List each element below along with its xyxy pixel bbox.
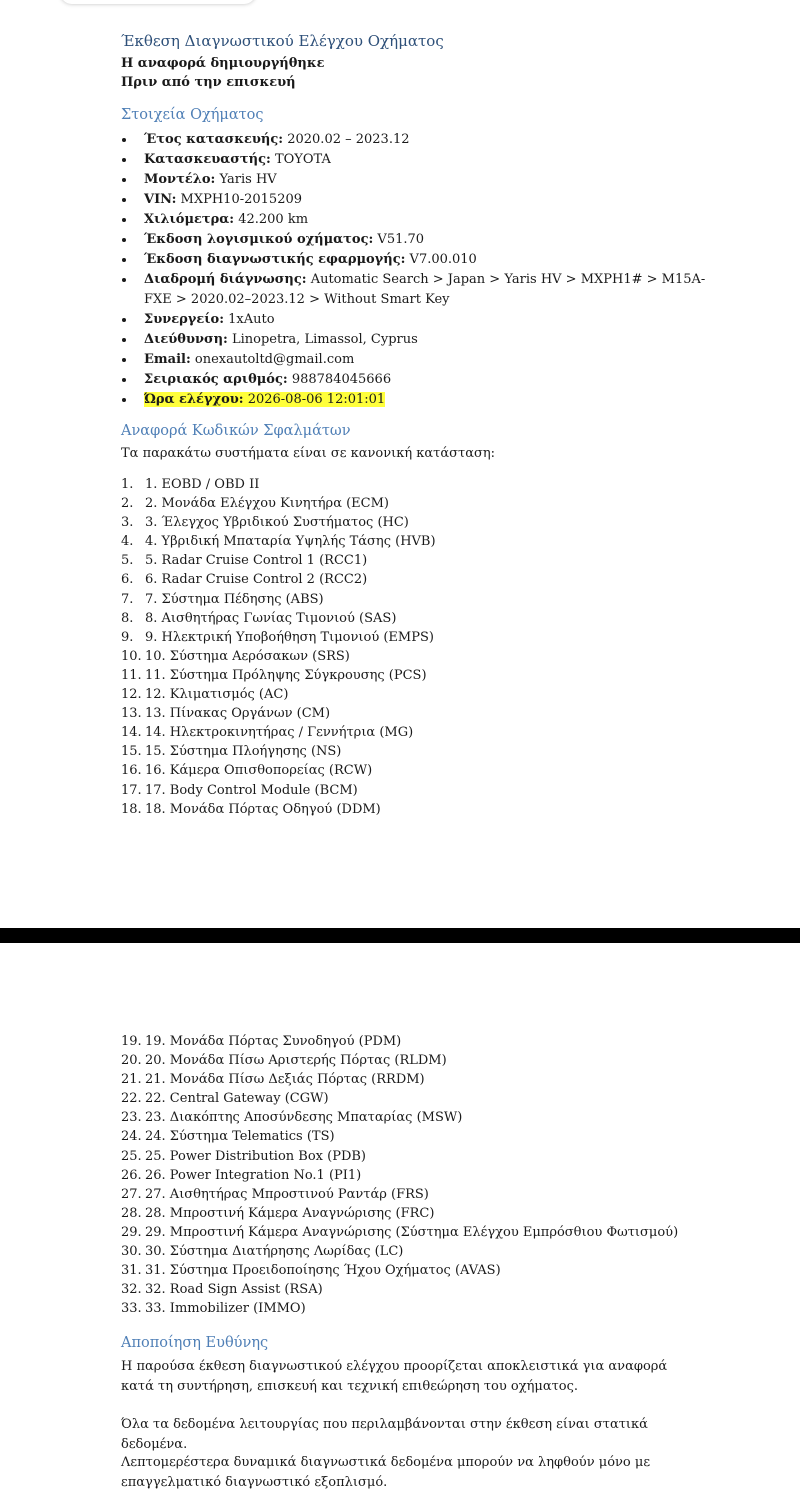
system-list-item [121,761,436,780]
codes-intro: Τα παρακάτω συστήματα είναι σε κανονική κατάσταση: [121,446,496,461]
vehicle-item-label: Email: [144,352,191,367]
system-item-text: 5. Radar Cruise Control 1 (RCC1) [145,553,368,569]
system-list-item [121,1032,678,1051]
system-list-item [121,1261,678,1280]
report-stage: Πριν από την επισκευή [121,75,296,90]
system-item-number: 2. [121,496,134,512]
system-item-number: 9. [121,629,134,645]
system-item-text: 9. Ηλεκτρική Υποβοήθηση Τιμονιού (EMPS) [145,629,434,645]
vehicle-item-value: TOYOTA [270,152,331,167]
system-item-text: 8. Αισθητήρας Γωνίας Τιμονιού (SAS) [145,610,397,626]
vehicle-item-value: 1xAuto [224,312,275,327]
vehicle-item [116,230,714,250]
system-list-item [121,1166,678,1185]
system-item-text: 33. Immobilizer (IMMO) [145,1301,306,1317]
system-item-number: 4. [121,534,134,550]
vehicle-item-value: onexautoltd@gmail.com [190,352,355,367]
vehicle-item [116,270,714,310]
system-item-text: 6. Radar Cruise Control 2 (RCC2) [145,572,368,588]
system-item-number: 18. [121,801,142,817]
system-item-text: 16. Κάμερα Οπισθοπορείας (RCW) [145,763,373,779]
system-list-page-1 [121,475,436,819]
system-item-number: 10. [121,648,142,664]
system-item-text: 19. Μονάδα Πόρτας Συνοδηγού (PDM) [145,1034,402,1049]
system-item-text: 17. Body Control Module (BCM) [145,782,358,798]
system-item-text: 13. Πίνακας Οργάνων (CM) [145,706,331,722]
system-item-text: 22. Central Gateway (CGW) [145,1091,329,1107]
vehicle-item-value: V7.00.010 [405,252,477,267]
disclaimer-paragraph: Όλα τα δεδομένα λειτουργίας που περιλαμβάνονται στην έκθεση είναι στατικά δεδομένα. [121,1417,648,1452]
system-item-number: 3. [121,515,134,531]
system-list-item [121,532,436,551]
vehicle-item-value: Linopetra, Limassol, Cyprus [227,332,418,347]
vehicle-item-value: Automatic Search > Japan > Yaris HV > MXPH1# > M15A-FXE > 2020.02–2023.12 > Without Smart Key [144,272,706,307]
system-item-number: 17. [121,782,142,798]
vehicle-item-label: Διεύθυνση: [144,332,228,347]
vehicle-item-value: 2026-08-06 12:01:01 [243,392,386,407]
system-item-number: 32. [121,1282,142,1298]
vehicle-item [116,190,714,210]
system-list-item [121,1127,678,1146]
system-list-item [121,1299,678,1318]
vehicle-item [116,150,714,170]
vehicle-item-label: Κατασκευαστής: [144,152,271,167]
report-page-2 [0,943,800,1511]
vehicle-item [116,250,714,270]
report-generated: Η αναφορά δημιουργήθηκε [121,56,325,71]
system-item-text: 15. Σύστημα Πλοήγησης (NS) [145,744,342,760]
disclaimer-paragraph: Λεπτομερέστερα δυναμικά διαγνωστικά δεδομένα μπορούν να ληφθούν μόνο με επαγγελματικό διαγνωστικό εξοπλισμό. [121,1455,651,1490]
system-list-item [121,1108,678,1127]
vehicle-item-label: Σειριακός αριθμός: [144,372,288,387]
system-item-text: 23. Διακόπτης Αποσύνδεσης Μπαταρίας (MSW) [145,1110,463,1126]
system-item-text: 29. Μπροστινή Κάμερα Αναγνώρισης (Σύστημα Ελέγχου Εμπρόσθιου Φωτισμού) [145,1224,679,1240]
vehicle-item-label: Χιλιόμετρα: [144,212,235,227]
system-item-number: 26. [121,1167,142,1183]
system-list-item [121,494,436,513]
system-item-text: 12. Κλιματισμός (AC) [145,687,289,703]
vehicle-item-label: VIN: [144,192,177,207]
previous-page-edge [60,0,256,4]
system-item-number: 7. [121,591,134,607]
system-item-text: 3. Έλεγχος Υβριδικού Συστήματος (HC) [145,515,409,531]
vehicle-item-highlighted [116,390,714,410]
system-list-item [121,781,436,800]
system-list-page-2 [121,1032,678,1318]
system-item-text: 20. Μονάδα Πίσω Αριστερής Πόρτας (RLDM) [145,1053,447,1069]
system-item-number: 19. [121,1034,142,1049]
system-item-number: 31. [121,1263,142,1279]
system-list-item [121,1280,678,1299]
system-list-item [121,513,436,532]
system-item-number: 22. [121,1091,142,1107]
system-item-text: 21. Μονάδα Πίσω Δεξιάς Πόρτας (RRDM) [145,1072,425,1088]
system-list-item [121,628,436,647]
system-list-item [121,1051,678,1070]
system-item-number: 5. [121,553,134,569]
system-item-text: 25. Power Distribution Box (PDB) [145,1148,366,1164]
vehicle-heading: Στοιχεία Οχήματος [121,107,264,123]
vehicle-item-value: V51.70 [373,232,425,247]
disclaimer-heading: Αποποίηση Ευθύνης [121,1335,269,1351]
system-list-item [121,1089,678,1108]
vehicle-item-value: Yaris HV [215,172,277,187]
system-item-text: 11. Σύστημα Πρόληψης Σύγκρουσης (PCS) [145,667,427,683]
vehicle-item-value: MXPH10-2015209 [176,192,303,207]
vehicle-item [116,330,714,350]
system-item-number: 1. [121,477,134,492]
system-list-item [121,1223,678,1242]
system-item-text: 26. Power Integration No.1 (PI1) [145,1167,362,1183]
system-item-text: 10. Σύστημα Αερόσακων (SRS) [145,648,350,664]
system-item-text: 4. Υβριδική Μπαταρία Υψηλής Τάσης (HVB) [145,534,436,550]
vehicle-item [116,350,714,370]
system-item-number: 14. [121,725,142,741]
system-list-item [121,723,436,742]
system-list-item [121,590,436,609]
system-item-number: 15. [121,744,142,760]
vehicle-item-value: 2020.02 – 2023.12 [283,132,410,147]
vehicle-info-list [116,130,714,410]
system-item-text: 31. Σύστημα Προειδοποίησης Ήχου Οχήματος (AVAS) [145,1263,501,1279]
vehicle-item [116,370,714,390]
system-list-item [121,742,436,761]
system-list-item [121,1070,678,1089]
system-item-number: 23. [121,1110,142,1126]
system-item-number: 13. [121,706,142,722]
system-list-item [121,1204,678,1223]
system-list-item [121,800,436,819]
system-item-number: 33. [121,1301,142,1317]
system-item-number: 8. [121,610,134,626]
system-item-number: 27. [121,1186,142,1202]
system-list-item [121,551,436,570]
system-item-text: 14. Ηλεκτροκινητήρας / Γεννήτρια (MG) [145,725,414,741]
vehicle-item-label: Διαδρομή διάγνωσης: [144,272,307,287]
system-list-item [121,1147,678,1166]
system-list-item [121,475,436,494]
system-list-item [121,685,436,704]
system-item-text: 1. EOBD / OBD II [145,477,260,492]
system-item-number: 11. [121,667,142,683]
vehicle-item-label: Μοντέλο: [144,172,216,187]
vehicle-item [116,170,714,190]
vehicle-item-label: Συνεργείο: [144,312,225,327]
vehicle-item [116,210,714,230]
system-item-number: 30. [121,1244,142,1260]
system-item-text: 28. Μπροστινή Κάμερα Αναγνώρισης (FRC) [145,1205,435,1221]
system-item-number: 25. [121,1148,142,1164]
system-item-number: 16. [121,763,142,779]
vehicle-item [116,310,714,330]
system-list-item [121,1185,678,1204]
system-item-number: 21. [121,1072,142,1088]
codes-heading: Αναφορά Κωδικών Σφαλμάτων [121,423,351,439]
system-item-number: 6. [121,572,134,588]
system-item-number: 28. [121,1205,142,1221]
system-list-item [121,1242,678,1261]
system-item-text: 27. Αισθητήρας Μπροστινού Ραντάρ (FRS) [145,1186,429,1202]
system-item-number: 12. [121,687,142,703]
system-item-text: 2. Μονάδα Ελέγχου Κινητήρα (ECM) [145,496,389,512]
vehicle-item-label: Έκδοση λογισμικού οχήματος: [144,232,374,247]
system-item-text: 7. Σύστημα Πέδησης (ABS) [145,591,324,607]
system-list-item [121,704,436,723]
system-item-text: 18. Μονάδα Πόρτας Οδηγού (DDM) [145,801,381,817]
vehicle-item-value: 988784045666 [287,372,392,387]
system-item-number: 20. [121,1053,142,1069]
system-list-item [121,647,436,666]
vehicle-item-label: Έτος κατασκευής: [144,132,284,147]
vehicle-item [116,130,714,150]
system-item-text: 24. Σύστημα Telematics (TS) [145,1129,335,1145]
system-item-text: 30. Σύστημα Διατήρησης Λωρίδας (LC) [145,1244,404,1260]
system-list-item [121,666,436,685]
report-title: Έκθεση Διαγνωστικού Ελέγχου Οχήματος [121,32,444,50]
system-list-item [121,570,436,589]
vehicle-item-value: 42.200 km [234,212,309,227]
system-item-number: 29. [121,1224,142,1240]
system-item-text: 32. Road Sign Assist (RSA) [145,1282,323,1298]
disclaimer-paragraph: Η παρούσα έκθεση διαγνωστικού ελέγχου προορίζεται αποκλειστικά για αναφορά κατά τη συντήρηση, επισκευή και τεχνική επιθεώρηση του οχήματος. [121,1359,668,1394]
system-list-item [121,609,436,628]
vehicle-item-label: Έκδοση διαγνωστικής εφαρμογής: [144,252,406,267]
system-item-number: 24. [121,1129,142,1145]
vehicle-item-label: Ώρα ελέγχου: [144,392,244,407]
